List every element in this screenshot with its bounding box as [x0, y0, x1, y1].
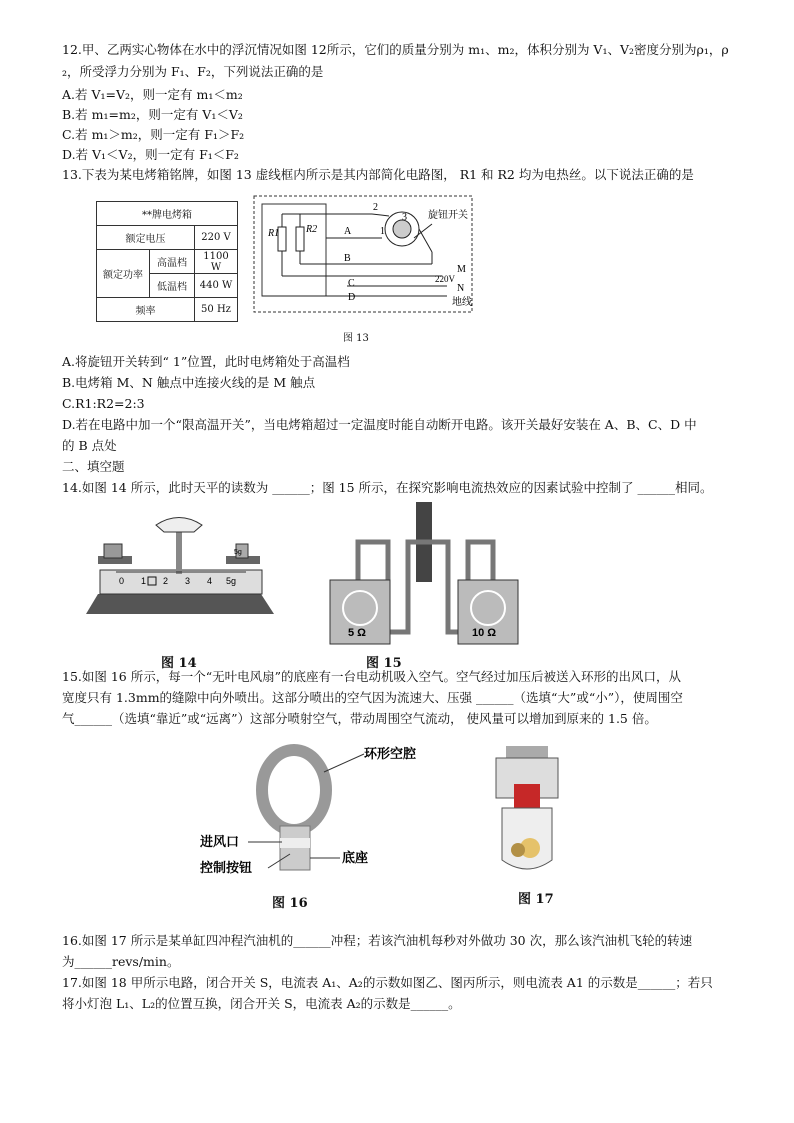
q14-text: 14.如图 14 所示，此时天平的读数为 ______；图 15 所示，在探究影响电流热效应的因素试验中控制了 ______相同。	[62, 480, 713, 495]
oven-circuit-diagram	[252, 194, 482, 318]
q12-stem-line2: ₂，所受浮力分别为 F₁、F₂，下列说法正确的是	[62, 64, 324, 79]
section-heading: 二、填空题	[62, 459, 125, 474]
point-d-label: D	[348, 292, 356, 303]
tick-1: 1	[141, 576, 147, 586]
q12-option-d: D.若 V₁＜V₂，则一定有 F₁＜F₂	[62, 147, 239, 162]
q13-option-b: B.电烤箱 M、N 触点中连接火线的是 M 触点	[62, 375, 316, 390]
q15-line1: 15.如图 16 所示，每一个“无叶电风扇”的底座有一台电动机吸入空气。空气经过加压后被送入环形的出风口，从	[62, 669, 682, 684]
q17-line2: 将小灯泡 L₁、L₂的位置互换，闭合开关 S，电流表 A₂的示数是______。	[62, 996, 461, 1011]
frequency-label: 频率	[97, 298, 195, 322]
point-a-label: A	[344, 226, 352, 237]
q12-option-c: C.若 m₁＞m₂，则一定有 F₁＞F₂	[62, 127, 245, 142]
q13-option-a: A.将旋钮开关转到“ 1”位置，此时电烤箱处于高温档	[62, 354, 350, 369]
fig17-caption: 图 17	[518, 892, 554, 907]
nameplate-table	[96, 201, 238, 322]
tick-2: 2	[163, 576, 169, 586]
fig14-caption: 图 14	[161, 656, 197, 671]
voltage-label: 220V	[435, 274, 455, 284]
resistor-5-label: 5 Ω	[348, 627, 366, 639]
engine-figure	[492, 744, 562, 880]
q12-stem-line1: 12.甲、乙两实心物体在水中的浮沉情况如图 12所示，它们的质量分别为 m₁、m₂，体积分别为 V₁、V₂密度分别为ρ₁，ρ	[62, 42, 729, 57]
q12-option-a: A.若 V₁=V₂，则一定有 m₁＜m₂	[62, 87, 243, 102]
q16-line2: 为______revs/min。	[62, 954, 180, 969]
q16-line1: 16.如图 17 所示是某单缸四冲程汽油机的______冲程；若该汽油机每秒对外做功 30 次，那么该汽油机飞轮的转速	[62, 933, 693, 948]
tick-4: 4	[207, 576, 213, 586]
switch-pos-2: 2	[373, 202, 378, 213]
resistor-10-label: 10 Ω	[472, 627, 497, 639]
terminal-m-label: M	[457, 264, 466, 275]
q15-line2: 宽度只有 1.3mm的缝隙中向外喷出。这部分喷出的空气因为流速大、压强 ______（选填“大”或“小”），使周围空	[62, 690, 683, 705]
weight-label: 5g	[234, 549, 242, 556]
fig16-caption: 图 16	[272, 896, 308, 911]
tick-5g: 5g	[226, 576, 237, 586]
q13-option-d-line1: D.若在电路中加一个“限高温开关”，当电烤箱超过一定温度时能自动断开电路。该开关最好安装在 A、B、C、D 中	[62, 417, 697, 432]
q15-line3: 气______（选填“靠近”或“远离”）这部分喷射空气，带动周围空气流动， 使风量可以增加到原来的 1.5 倍。	[62, 711, 657, 726]
rated-voltage-value: 220 V	[195, 226, 238, 250]
q13-option-c: C.R1:R2=2:3	[62, 396, 145, 411]
frequency-value: 50 Hz	[195, 298, 238, 322]
fig13-caption: 图 13	[343, 333, 369, 344]
nameplate-brand: **牌电烤箱	[97, 202, 238, 226]
control-button-label: 控制按钮	[200, 860, 253, 875]
heating-experiment-figure	[318, 502, 528, 647]
rated-power-label: 额定功率	[97, 250, 150, 298]
bladeless-fan-figure	[196, 742, 436, 882]
knob-switch-label: 旋钮开关	[428, 210, 468, 221]
q13-option-d-line2: 的 B 点处	[62, 438, 117, 453]
point-c-label: C	[348, 278, 355, 289]
balance-figure	[86, 510, 276, 620]
base-label: 底座	[342, 850, 369, 865]
point-b-label: B	[344, 253, 351, 264]
r2-label: R2	[306, 224, 318, 235]
high-gear-label: 高温档	[150, 250, 195, 274]
q17-line1: 17.如图 18 甲所示电路，闭合开关 S，电流表 A₁、A₂的示数如图乙、图丙所示，则电流表 A1 的示数是______；若只	[62, 975, 713, 990]
ground-label: 地线	[452, 297, 472, 308]
switch-pos-3: 3	[402, 212, 407, 223]
tick-3: 3	[185, 576, 191, 586]
ring-cavity-label: 环形空腔	[364, 746, 417, 761]
low-gear-label: 低温档	[150, 274, 195, 298]
q12-option-b: B.若 m₁=m₂，则一定有 V₁＜V₂	[62, 107, 243, 122]
terminal-n-label: N	[457, 283, 465, 294]
r1-label: R1	[268, 228, 280, 239]
inlet-label: 进风口	[200, 834, 240, 849]
rated-voltage-label: 额定电压	[97, 226, 195, 250]
tick-0: 0	[119, 576, 125, 586]
switch-pos-1: 1	[380, 226, 385, 237]
fig15-caption: 图 15	[366, 656, 402, 671]
high-gear-value: 1100 W	[195, 250, 238, 274]
low-gear-value: 440 W	[195, 274, 238, 298]
q13-stem: 13.下表为某电烤箱铭牌，如图 13 虚线框内所示是其内部简化电路图， R1 和 R2 均为电热丝。以下说法正确的是	[62, 167, 694, 182]
